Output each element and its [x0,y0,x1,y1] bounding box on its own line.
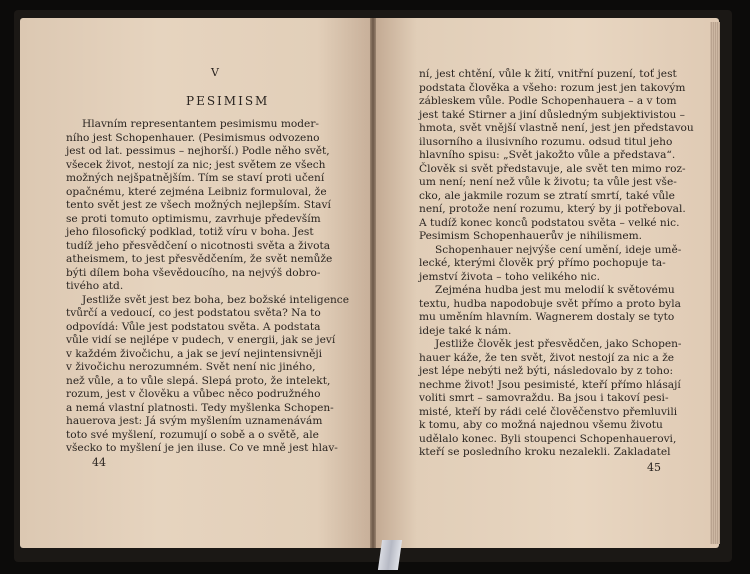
text-line: mu uměním hlavním. Wagnerem dostaly se tyto [419,311,675,323]
text-line: Hlavním representantem pesimismu moder- [82,118,319,130]
text-line: ního jest Schopenhauer. (Pesimismus odvozeno [66,131,320,144]
text-line: ilusorního a ilusivního rozumu. odsud titul jeho [419,135,673,148]
text-line: tudíž jeho přesvědčení o nicotnosti světa a života [66,239,331,252]
text-line: podstata člověka a všeho: rozum jest jen takovým [419,81,686,94]
text-line: voliti smrt – samovraždu. Ba jsou i takoví pesi- [419,392,669,404]
left-page-number: 44 [92,456,106,469]
text-line: v každém živočichu, a jak se jeví nejintensivněji [66,347,323,360]
text-line: není, protože není rozumu, který by ji potřeboval. [419,203,686,215]
text-line: jest také Stirner a jiní důsledným subjektivistou – [419,108,685,121]
text-line: všecko to myšlení je jen iluse. Co ve mně jest hlav- [66,442,338,454]
text-line: cko, ale jakmile rozum se ztratí smrtí, také vůle [419,189,675,202]
text-line: rozum, jest v člověku a vůbec něco podružného [66,388,321,400]
text-line: Pesimism Schopenhauerův je nihilismem. [419,230,643,242]
text-line: býti dílem boha vševědoucího, na nejvýš dobro- [66,266,321,279]
text-line: textu, hudba napodobuje svět přímo a proto byla [419,297,681,310]
text-line: A tudíž konec konců podstatou světa – velké nic. [419,216,680,229]
text-line: Schopenhauer nejvýše cení umění, ideje umě- [435,243,682,256]
text-line: atheismem, to jest přesvědčením, že svět nemůže [66,253,333,265]
text-line: v živočichu nerozumném. Svět není nic jiného, [66,361,316,373]
text-line: ní, jest chtění, vůle k žití, vnitřní puzení, toť jest [419,68,677,80]
text-line: vůle vidí se nejlépe v pudech, v energii, jak se jeví [66,334,336,346]
left-page-text [66,118,356,456]
text-line: možných nejšpatnějším. Tím se staví proti učení [66,172,325,184]
text-line: jeho filosofický podklad, totiž víru v boha. Jest [66,226,314,238]
text-line: ideje také k nám. [419,324,512,337]
text-line: udělalo konec. Byli stoupenci Schopenhauerovi, [419,432,677,445]
chapter-number: V [211,66,220,79]
text-line: se proti tomuto optimismu, zavrhuje především [66,212,321,225]
right-page-number: 45 [647,461,661,474]
text-line: hauer káže, že ten svět, život nestojí za nic a že [419,351,675,364]
text-line: odpovídá: Vůle jest podstatou světa. A podstata [66,320,321,333]
text-line: jest lépe nebýti než býti, následovalo by z toho: [419,365,674,377]
right-page-text [419,68,694,460]
text-line: nechme život! Jsou pesimisté, kteří přímo hlásají [419,378,681,391]
page-edges [710,22,720,544]
text-line: kteří se posledního kroku nezalekli. Zakladatel [419,446,671,458]
book-gutter [370,18,376,548]
text-line: opačnému, které zejména Leibniz formuloval, že [66,185,327,198]
text-line: hlavního spisu: „Svět jakožto vůle a představa“. [419,149,676,161]
text-line: Jestliže člověk jest přesvědčen, jako Schopen- [435,338,682,350]
text-line: všecek život, nestojí za nic; jest světem ze všech [66,158,326,171]
text-line: hauerova jest: Já svým myšlením uznamenávám [66,415,323,427]
text-line: Jestliže svět jest bez boha, bez božské inteligence [82,293,349,306]
text-line: lecké, kterými člověk prý přímo pochopuje ta- [419,257,666,269]
text-line: k tomu, aby co možná najednou všemu životu [419,419,663,431]
bookmark-ribbon [378,540,402,570]
text-line: zábleskem vůle. Podle Schopenhauera – a v tom [419,95,677,107]
text-line: jemství života – toho velikého nic. [419,270,600,283]
text-line: tivého atd. [66,280,124,292]
text-line: než vůle, a to vůle slepá. Slepá proto, že intelekt, [66,374,331,387]
text-line: um není; není než vůle k životu; ta vůle jest vše- [419,176,677,188]
text-line: hmota, svět vnější vlastně není, jest jen představou [419,122,694,134]
text-line: tvůrčí a vedoucí, co jest podstatou světa? Na to [66,307,321,319]
text-line: misté, kteří by rádi celé člověčenstvo přemluvili [419,405,678,418]
text-line: Člověk si svět představuje, ale svět ten mimo roz- [419,162,686,175]
text-line: toto své myšlení, rozumují o sobě a o světě, ale [66,428,319,441]
text-line: tento svět jest ze všech možných nejlepším. Staví [66,199,331,211]
text-line: jest od lat. pessimus – nejhorší.) Podle něho svět, [66,145,330,157]
text-line: Zejména hudba jest mu melodií k světovému [435,284,675,296]
chapter-title: PESIMISM [186,94,270,108]
text-line: a nemá vlastní platnosti. Tedy myšlenka Schopen- [66,401,334,414]
